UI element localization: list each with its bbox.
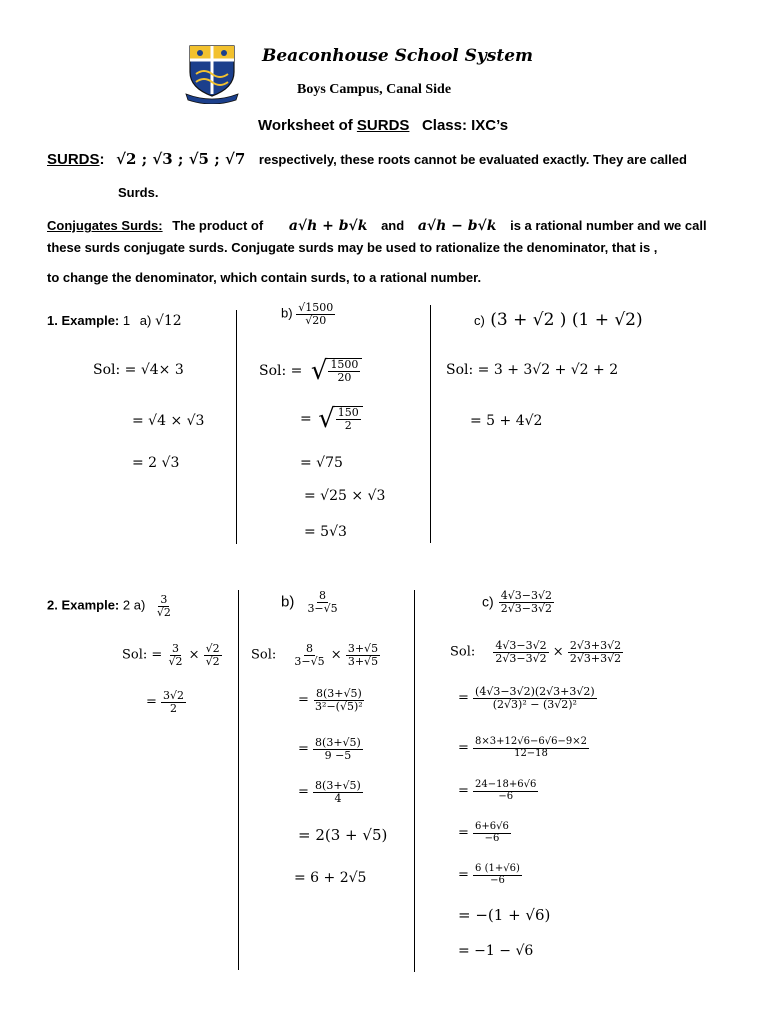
example2-a-denominator: √2 bbox=[156, 605, 171, 619]
example2-c-fraction bbox=[499, 590, 554, 614]
surds-colon: : bbox=[99, 151, 105, 168]
example2-c-step1-frac1 bbox=[493, 640, 548, 664]
surds-explanation: respectively, these roots cannot be evaluated exactly. They are called bbox=[258, 152, 687, 167]
campus-name: Boys Campus, Canal Side bbox=[297, 82, 452, 97]
example1-c-step2: = 5 + 4√2 bbox=[470, 413, 543, 429]
example1-a-step2: = √4 × √3 bbox=[132, 413, 205, 429]
example1-b-label: b) bbox=[281, 305, 293, 321]
example1-b-step1-radical: √ $\frac{1500}{20}$ bbox=[311, 358, 363, 384]
example2-c-step1-frac2 bbox=[568, 640, 623, 664]
divider-1a bbox=[236, 310, 237, 544]
example2-c-step4-den: −6 bbox=[498, 790, 514, 802]
example2-b-step2-eq: = bbox=[298, 692, 309, 708]
example2-b-fraction bbox=[305, 590, 339, 614]
example2-c-step6-num: 6 (1+√6) bbox=[475, 863, 520, 874]
example2-b-step1-den1: 3−√5 bbox=[294, 654, 325, 668]
example2-c-numerator: 4√3−3√2 bbox=[500, 589, 552, 602]
example2-c-step2-num: (4√3−3√2)(2√3+3√2) bbox=[475, 685, 595, 698]
example1-number: 1 bbox=[122, 313, 131, 328]
example2-b-step1-den2: 3+√5 bbox=[347, 654, 379, 668]
example1-b-step1 bbox=[259, 358, 362, 384]
example2-b-times: × bbox=[330, 647, 342, 663]
example1-b-question bbox=[281, 302, 335, 326]
class-label: Class: IXC’s bbox=[421, 117, 509, 134]
example1-b-denominator: √20 bbox=[305, 313, 327, 327]
conjugates-expr-2: a√h − b√k bbox=[417, 218, 497, 234]
example2-c-step1-den1: 2√3−3√2 bbox=[495, 651, 547, 665]
example2-a-step1 bbox=[122, 643, 222, 667]
example2-b-step2 bbox=[298, 688, 365, 712]
example2-c-step2 bbox=[458, 686, 597, 710]
school-logo bbox=[184, 42, 240, 104]
example2-c-label: c) bbox=[482, 593, 494, 610]
example1-c-expr: (3 + √2 ) (1 + √2) bbox=[490, 310, 643, 330]
example1-b-step1-den: 20 bbox=[337, 371, 352, 385]
example2-b-step3 bbox=[298, 737, 363, 761]
example2-c-step6-frac bbox=[473, 864, 522, 886]
example2-b-denominator: 3−√5 bbox=[307, 601, 338, 615]
example2-c-step4-frac bbox=[473, 780, 538, 802]
example1-c-question bbox=[474, 310, 643, 330]
example2-c-step2-eq: = bbox=[458, 690, 469, 706]
divider-2b bbox=[414, 590, 415, 972]
example2-a-fraction bbox=[155, 594, 173, 618]
example2-b-step4 bbox=[298, 780, 363, 804]
example2-a-sol: Sol: = bbox=[122, 647, 163, 663]
example2-b-step3-num: 8(3+√5) bbox=[315, 736, 361, 749]
example2-b-step2-frac bbox=[313, 688, 365, 712]
divider-2a bbox=[238, 590, 239, 970]
example2-c-step6-eq: = bbox=[458, 867, 469, 883]
example2-number: 2 a) bbox=[122, 597, 146, 613]
example1-b-numerator: √1500 bbox=[298, 301, 334, 314]
example1-a-label: a) bbox=[139, 313, 152, 328]
conjugates-expr-1: a√h + b√k bbox=[288, 218, 368, 234]
example1-a-expr: √12 bbox=[154, 313, 182, 329]
example2-a-step2-eq: = bbox=[146, 694, 157, 710]
example2-c-step8: = −1 − √6 bbox=[458, 943, 534, 959]
worksheet-topic: SURDS bbox=[356, 117, 410, 134]
example2-c-times: × bbox=[552, 644, 564, 660]
example1-b-step2-num: 150 bbox=[337, 406, 359, 419]
example2-b-step5: = 2(3 + √5) bbox=[298, 826, 388, 844]
conjugates-line-2: these surds conjugate surds. Conjugate surds may be used to rationalize the denominator, that is , bbox=[47, 240, 658, 255]
example2-label: 2. Example: bbox=[47, 597, 120, 613]
example2-a-result-num: 3√2 bbox=[163, 689, 185, 702]
conjugates-text-1: The product of bbox=[172, 218, 264, 233]
example2-c-step3-eq: = bbox=[458, 740, 469, 756]
example1-b-step2-radical: √ $\frac{150}{2}$ bbox=[318, 406, 363, 432]
surds-intro-line bbox=[47, 150, 687, 168]
example2-c-step5 bbox=[458, 822, 511, 844]
example1-b-step2-den: 2 bbox=[344, 419, 352, 433]
example2-b-question bbox=[281, 590, 340, 614]
example2-a-step1-frac1 bbox=[166, 643, 184, 667]
example2-b-step4-eq: = bbox=[298, 784, 309, 800]
example1-b-step1-num: 1500 bbox=[330, 358, 359, 371]
example2-b-step1-num2: 3+√5 bbox=[347, 642, 379, 655]
example2-c-step1 bbox=[450, 640, 623, 664]
example2-c-step2-den: (2√3)² − (3√2)² bbox=[492, 697, 577, 711]
example2-a-step1-num1: 3 bbox=[171, 642, 179, 655]
example2-c-step6 bbox=[458, 864, 522, 886]
example1-a-step1: Sol: = √4× 3 bbox=[93, 362, 184, 378]
example1-b-step2 bbox=[300, 406, 363, 432]
example2-c-step5-frac bbox=[473, 822, 511, 844]
example2-c-step3-num: 8×3+12√6−6√6−9×2 bbox=[475, 736, 587, 747]
example2-a-result-frac bbox=[161, 690, 186, 714]
example2-c-step3 bbox=[458, 737, 589, 759]
example2-a-step1-den2: √2 bbox=[205, 654, 220, 668]
example2-b-step1-num1: 8 bbox=[306, 642, 314, 655]
example2-b-step1-frac2 bbox=[346, 643, 380, 667]
example2-b-sol: Sol: bbox=[251, 647, 277, 663]
example1-c-label: c) bbox=[474, 313, 485, 328]
conjugates-label: Conjugates Surds: bbox=[47, 218, 163, 233]
example2-b-step6: = 6 + 2√5 bbox=[294, 870, 367, 886]
surds-explanation-cont: Surds. bbox=[118, 185, 159, 200]
example1-b-fraction bbox=[296, 302, 335, 326]
example2-b-step2-den: 3²−(√5)² bbox=[315, 699, 363, 713]
example2-b-step4-frac bbox=[313, 780, 363, 804]
example2-a-result-den: 2 bbox=[170, 701, 178, 715]
example1-b-step3: = √75 bbox=[300, 455, 343, 471]
example2-c-step5-den: −6 bbox=[484, 832, 500, 844]
example2-a-step2 bbox=[146, 690, 186, 714]
example2-c-step3-den: 12−18 bbox=[514, 747, 548, 759]
example2-c-step4-num: 24−18+6√6 bbox=[475, 779, 537, 790]
example2-c-step1-den2: 2√3+3√2 bbox=[569, 651, 622, 665]
divider-1b bbox=[430, 305, 431, 543]
example1-b-step2-prefix: = bbox=[300, 411, 312, 428]
example1-b-step1-prefix: Sol: = bbox=[259, 363, 303, 380]
example2-b-step3-frac bbox=[313, 737, 363, 761]
example2-b-step3-den: 9 −5 bbox=[324, 748, 352, 762]
worksheet-title bbox=[258, 117, 508, 134]
example2-b-numerator: 8 bbox=[319, 589, 327, 602]
example2-b-step1 bbox=[251, 643, 380, 667]
conjugates-text-2: is a rational number and we call bbox=[510, 218, 707, 233]
example2-c-step4 bbox=[458, 780, 538, 802]
example2-b-label: b) bbox=[281, 593, 295, 611]
example2-c-sol: Sol: bbox=[450, 644, 476, 660]
example2-c-denominator: 2√3−3√2 bbox=[500, 601, 552, 615]
example2-b-step3-eq: = bbox=[298, 741, 309, 757]
example2-b-step2-num: 8(3+√5) bbox=[315, 687, 362, 700]
example2-c-step1-num2: 2√3+3√2 bbox=[569, 639, 622, 652]
example2-c-step6-den: −6 bbox=[490, 874, 505, 886]
example2-b-step4-den: 4 bbox=[334, 791, 342, 805]
example2-c-step1-num1: 4√3−3√2 bbox=[495, 639, 547, 652]
example1-b-step4: = √25 × √3 bbox=[304, 488, 386, 504]
example2-b-step1-frac1 bbox=[292, 643, 326, 667]
example2-c-step5-eq: = bbox=[458, 825, 469, 841]
example2-a-step1-num2: √2 bbox=[205, 642, 220, 655]
example2-a-times: × bbox=[188, 647, 200, 663]
example2-c-step2-frac bbox=[473, 686, 597, 710]
example1-c-step1: Sol: = 3 + 3√2 + √2 + 2 bbox=[446, 362, 619, 378]
example2-a-step1-den1: √2 bbox=[168, 654, 183, 668]
example1-label: 1. Example: bbox=[47, 313, 120, 328]
school-name: Beaconhouse School System bbox=[262, 46, 534, 66]
example2-c-step7: = −(1 + √6) bbox=[458, 906, 551, 924]
example2-a-step1-frac2 bbox=[204, 643, 222, 667]
example2-heading bbox=[47, 594, 173, 618]
worksheet-prefix: Worksheet of bbox=[258, 117, 357, 134]
conjugates-line-1 bbox=[47, 218, 707, 234]
crest-icon bbox=[184, 42, 240, 104]
conjugates-and: and bbox=[381, 218, 405, 233]
example2-c-step5-num: 6+6√6 bbox=[475, 821, 509, 832]
example2-c-step4-eq: = bbox=[458, 783, 469, 799]
example1-a-step3: = 2 √3 bbox=[132, 455, 180, 471]
surds-label: SURDS bbox=[47, 151, 100, 168]
example2-a-numerator: 3 bbox=[160, 593, 168, 606]
example1-heading bbox=[47, 313, 182, 329]
example2-b-step4-num: 8(3+√5) bbox=[315, 779, 361, 792]
example1-b-step5: = 5√3 bbox=[304, 524, 347, 540]
example2-c-step3-frac bbox=[473, 737, 589, 759]
conjugates-line-3: to change the denominator, which contain surds, to a rational number. bbox=[47, 270, 482, 285]
surds-examples: √2 ; √3 ; √5 ; √7 bbox=[116, 150, 246, 168]
example2-c-question bbox=[482, 590, 554, 614]
